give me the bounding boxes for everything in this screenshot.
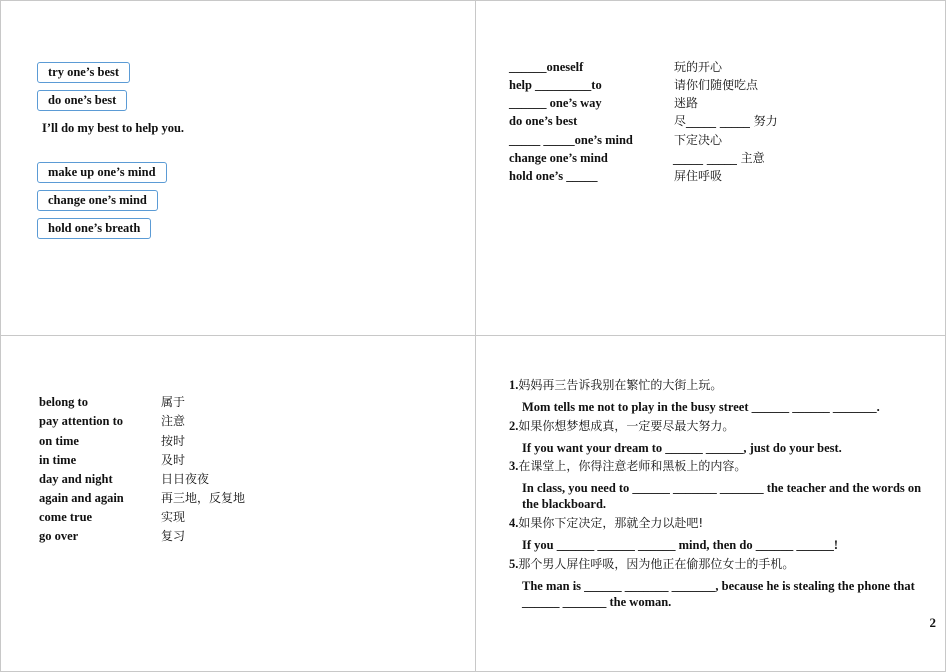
phrase-box-hold-breath: hold one’s breath — [37, 218, 151, 239]
exercise-item — [509, 514, 934, 553]
question-en: If you ______ ______ ______ mind, then do ______ ______! — [522, 538, 838, 552]
phrase-cn: 请你们随便吃点 — [674, 78, 759, 92]
phrase-cn: 尽_____ _____ 努力 — [674, 114, 778, 128]
vocab-cn: 属于 — [161, 395, 186, 409]
phrase-cn: 下定决心 — [674, 133, 723, 147]
vocab-cn: 及时 — [161, 453, 186, 467]
vocab-en: again and again — [39, 491, 124, 505]
question-cn: 在课堂上，你得注意老师和黑板上的内容。 — [518, 459, 747, 473]
exercise-item — [509, 417, 934, 456]
exercise-item — [509, 555, 934, 610]
phrase-box-change-mind: change one’s mind — [37, 190, 158, 211]
page-number: 2 — [929, 615, 936, 630]
question-en: In class, you need to ______ _______ _______ the teacher and the words on the blackboard. — [522, 481, 922, 511]
vocab-en: day and night — [39, 472, 113, 486]
vocab-en: on time — [39, 434, 79, 448]
question-cn: 如果你想梦想成真，一定要尽最大努力。 — [518, 419, 735, 433]
vocab-cn: 再三地，反复地 — [161, 491, 246, 505]
slide-panel-fill-phrases — [475, 0, 946, 336]
question-en: The man is ______ _______ _______, because he is stealing the phone that ______ _______ the woman. — [522, 579, 915, 609]
slide-panel-phrases — [0, 0, 476, 336]
example-sentence: I’ll do my best to help you. — [42, 121, 185, 135]
phrase-en: ______ one’s way — [509, 96, 602, 110]
phrase-en: hold one’s _____ — [509, 169, 598, 183]
question-en: Mom tells me not to play in the busy street ______ ______ _______. — [522, 400, 880, 414]
question-number: 1. — [509, 378, 519, 392]
question-number: 3. — [509, 459, 519, 473]
question-cn: 妈妈再三告诉我别在繁忙的大街上玩。 — [518, 378, 723, 392]
vocab-en: in time — [39, 453, 77, 467]
phrase-box-make-up-mind: make up one’s mind — [37, 162, 167, 183]
vocab-en: pay attention to — [39, 414, 124, 428]
slide-panel-exercises — [475, 335, 946, 672]
vocab-cn: 实现 — [161, 510, 186, 524]
phrase-en: help _________to — [509, 78, 602, 92]
phrase-en: do one’s best — [509, 114, 578, 128]
question-cn: 那个男人屏住呼吸，因为他正在偷那位女士的手机。 — [518, 557, 795, 571]
phrase-cn: 玩的开心 — [674, 60, 723, 74]
question-number: 2. — [509, 419, 519, 433]
exercise-item — [509, 376, 934, 415]
vocab-en: come true — [39, 510, 93, 524]
phrase-box-try-best: try one’s best — [37, 62, 130, 83]
vocab-en: belong to — [39, 395, 88, 409]
question-number: 5. — [509, 557, 519, 571]
phrase-cn: 屏住呼吸 — [674, 169, 723, 183]
vocab-cn: 日日夜夜 — [161, 472, 210, 486]
phrase-en: change one’s mind — [509, 151, 608, 165]
slide-panel-vocab — [0, 335, 476, 672]
vocab-cn: 按时 — [161, 434, 186, 448]
question-cn: 如果你下定决定，那就全力以赴吧! — [518, 516, 704, 530]
vocab-cn: 复习 — [161, 529, 186, 543]
vocab-en: go over — [39, 529, 79, 543]
question-en: If you want your dream to ______ ______, just do your best. — [522, 441, 842, 455]
phrase-en: _____ _____one’s mind — [509, 133, 633, 147]
phrase-en: ______oneself — [509, 60, 584, 74]
vocab-cn: 注意 — [161, 414, 186, 428]
question-number: 4. — [509, 516, 519, 530]
phrase-box-do-best: do one’s best — [37, 90, 127, 111]
phrase-cn: _____ _____ 主意 — [673, 151, 765, 165]
exercise-item — [509, 457, 934, 512]
phrase-cn: 迷路 — [674, 96, 699, 110]
